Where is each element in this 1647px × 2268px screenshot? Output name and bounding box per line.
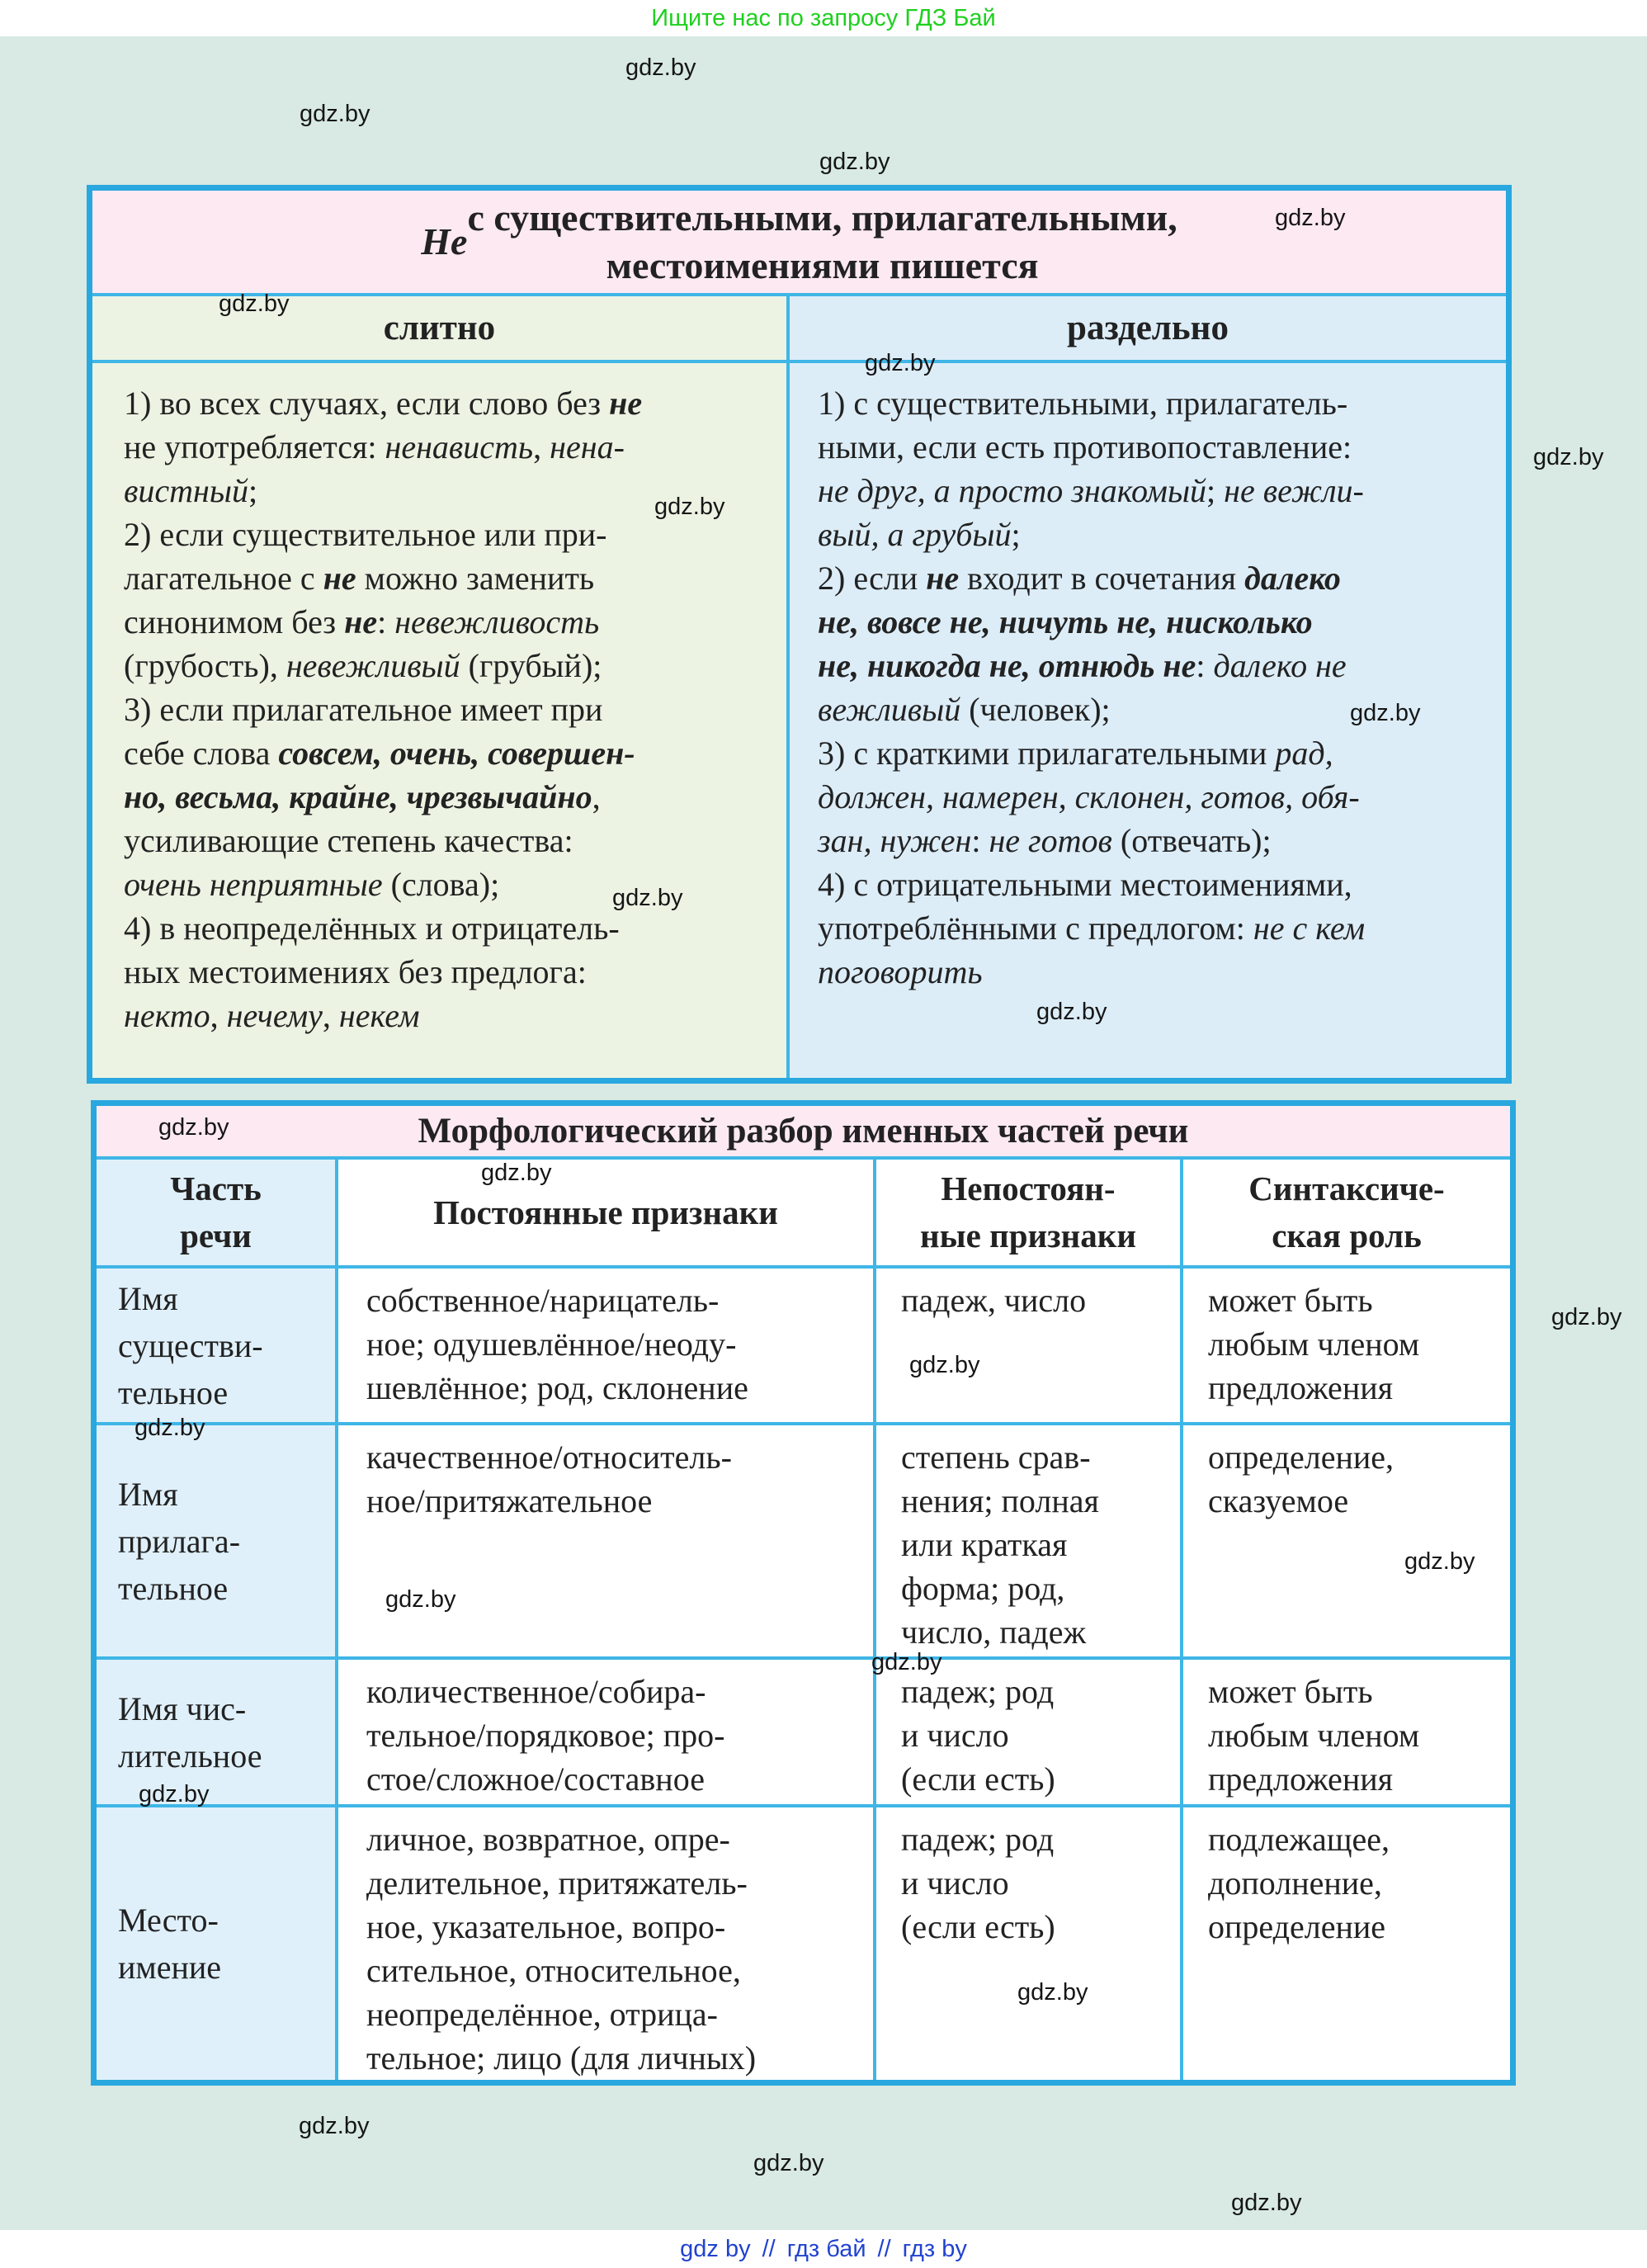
separate-column [786,296,1506,1078]
watermark-text: gdz.by [654,494,725,520]
watermark-text: gdz.by [1551,1304,1622,1330]
watermark-text: gdz.by [753,2150,824,2176]
cell-numeral-constant: количественное/собира- тельное/порядковое; про- стое/сложное/составное [335,1660,873,1804]
watermark-text: gdz.by [385,1586,456,1613]
watermark-text: gdz.by [219,291,290,317]
rule-table-columns [92,296,1506,1078]
cell-numeral-variable: падеж; род и число (если есть) [873,1660,1180,1804]
morph-table-title: Морфологический разбор именных частей речи [97,1106,1510,1160]
cell-pronoun-variable: падеж; род и число (если есть) [873,1807,1180,2080]
watermark-text: gdz.by [1404,1548,1475,1575]
watermark-text: gdz.by [1350,700,1421,726]
cell-adjective-constant: качественное/относитель- ное/притяжательное [335,1425,873,1656]
promo-text: Ищите нас по запросу ГДЗ Бай [651,4,996,31]
cell-adjective-part: Имя прилага- тельное [97,1425,335,1656]
cell-pronoun-constant: личное, возвратное, опре- делительное, притяжатель- ное, указательное, вопро- сительное, относительное, неопределённое, отрица- тельное; лицо (для личных) [335,1807,873,2080]
watermark-text: gdz.by [1036,999,1107,1025]
watermark-text: gdz.by [1275,205,1346,231]
header-part-of-speech: Часть речи [97,1160,335,1265]
cell-noun-variable: падеж, число [873,1269,1180,1422]
cell-adjective-variable: степень срав- нения; полная или краткая форма; род, число, падеж [873,1425,1180,1656]
table-row-noun [97,1269,1510,1425]
rule-table [87,185,1512,1084]
table-row-numeral [97,1660,1510,1807]
footer-bar [0,2230,1647,2268]
watermark-text: gdz.by [134,1415,205,1441]
watermark-text: gdz.by [865,350,936,376]
watermark-text: gdz.by [871,1649,942,1675]
header-syntactic-role: Синтаксиче- ская роль [1180,1160,1510,1265]
header-variable-features: Непостоян- ные признаки [873,1160,1180,1265]
footer-links [680,2236,967,2263]
watermark-text: gdz.by [481,1160,552,1186]
separate-column-body: 1) с существительными, прилагатель- ными, если есть противопоставление: не друг, а просто знакомый; не вежли- вый, а грубый; 2) если не входит в сочетания далеко не, вовсе не, ничуть не, нисколько не, никогда не, отнюдь не: далеко не вежливый (человек); 3) с краткими прилагательными рад, должен, намерен, склонен, готов, обя- зан, нужен: не готов (отвечать); 4) с отрицательными местоимениями, употреблёнными с предлогом: не с кем поговорить [818,385,1366,990]
footer-separator: // [762,2235,776,2262]
rule-table-title: Не с существительными, прилагательными, местоимениями пишется [92,191,1506,296]
watermark-text: gdz.by [819,149,890,175]
cell-numeral-part: Имя чис- лительное [97,1660,335,1804]
separate-column-header: раздельно [790,296,1506,363]
watermark-text: gdz.by [300,101,370,127]
table-row-pronoun [97,1807,1510,2080]
footer-separator: // [877,2235,891,2262]
watermark-text: gdz.by [299,2113,370,2139]
watermark-text: gdz.by [139,1781,210,1807]
cell-noun-constant: собственное/нарицатель- ное; одушевлённое/неоду- шевлённое; род, склонение [335,1269,873,1422]
footer-link[interactable]: гдз бай [786,2235,866,2262]
cell-pronoun-role: подлежащее, дополнение, определение [1180,1807,1510,2080]
footer-link[interactable]: gdz by [680,2235,751,2262]
fused-column [92,296,786,1078]
watermark-text: gdz.by [158,1114,229,1141]
footer-link[interactable]: гдз by [902,2235,967,2262]
watermark-text: gdz.by [625,54,696,81]
cell-noun-role: может быть любым членом предложения [1180,1269,1510,1422]
fused-column-body: 1) во всех случаях, если слово без не не употребляется: ненависть, нена- вистный; 2) если существительное или при- лагательное с не можно заменить синонимом без не: невежливость (грубость), невежливый (грубый); 3) если прилагательное имеет при себе слова совсем, очень, совершен- но, весьма, крайне, чрезвычайно, усиливающие степень качества: очень неприятные (слова); 4) в неопределённых и отрицатель- ных местоимениях без предлога: некто, нечему, некем [124,385,643,1034]
watermark-text: gdz.by [1231,2190,1302,2216]
table-row-adjective [97,1425,1510,1660]
header-constant-features: Постоянные признаки [335,1160,873,1265]
cell-adjective-role: определение, сказуемое [1180,1425,1510,1656]
watermark-text: gdz.by [612,885,683,911]
morph-table [91,1100,1516,2086]
cell-noun-part: Имя существи- тельное [97,1269,335,1422]
fused-column-header: слитно [92,296,786,363]
cell-pronoun-part: Место- имение [97,1807,335,2080]
morph-table-header-row [97,1160,1510,1269]
watermark-text: gdz.by [1017,1979,1088,2006]
top-bar [0,0,1647,36]
cell-numeral-role: может быть любым членом предложения [1180,1660,1510,1804]
watermark-text: gdz.by [909,1352,980,1378]
watermark-text: gdz.by [1533,444,1604,470]
